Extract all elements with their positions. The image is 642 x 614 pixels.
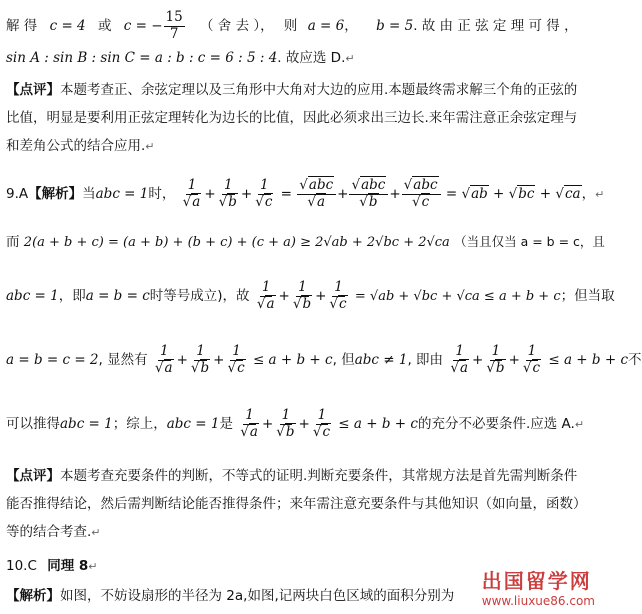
fraction: $\frac{1}{√c}$: [522, 342, 541, 376]
q9-line-2: [6, 232, 605, 253]
fraction: $\frac{1}{√c}$: [329, 278, 347, 312]
text: 解 得: [6, 18, 38, 34]
text: 时等号成立)，故: [149, 288, 250, 304]
math: ≤ a + b + c: [548, 352, 629, 368]
comment-2-line-3: 等的结合考查.↵: [6, 524, 101, 540]
text: , 显然有: [98, 352, 148, 368]
text: . 故应选 D.: [277, 50, 346, 66]
text: ，: [344, 18, 358, 34]
text: 同理 8: [47, 558, 89, 574]
text: , 即由: [407, 352, 444, 368]
fraction: $\frac{1}{√a}$: [182, 176, 201, 210]
text: 可以推得: [6, 416, 60, 432]
comment-label: 【点评】: [6, 468, 60, 484]
math: abc = 1: [95, 186, 149, 202]
math: 2(a + b + c) = (a + b) + (b + c) + (c + a) ≥ 2√ab + 2√bc + 2√ca: [23, 235, 450, 250]
question-number: 9.A: [6, 186, 29, 202]
fraction: $\frac{1}{√c}$: [255, 176, 273, 210]
q9-line-4: a = b = c = 2, 显然有 $\frac{1}{√a}$ + $\frac{1}{√b}$ + $\frac{1}{√c}$ ≤ a + b + c, 但abc ≠ 1, 即由 $\frac{1}{√a}$ + $\frac{1}{√b}$ + $\frac{1}{√c}$ ≤ a + b + c不: [6, 342, 642, 376]
text: ，: [581, 186, 596, 202]
text: 不: [628, 352, 642, 368]
fraction: $\frac{1}{√b}$: [276, 406, 295, 440]
fraction: $\frac{1}{√a}$: [154, 342, 173, 376]
text: 而: [6, 234, 20, 250]
watermark: [482, 565, 595, 608]
q9-line-1: 9.A【解析】当abc = 1时， $\frac{1}{√a}$ + $\frac{1}{√b}$ + $\frac{1}{√c}$ = $\frac{\text{√abc}}{√a}$ + $\frac{\text{√abc}}{√b}$ + $\frac{\text{√abc}}{√c}$ = √ab + √bc + √ca，↵: [6, 176, 605, 210]
text: ；但当取: [560, 288, 615, 304]
comment-2-line-1: [6, 466, 597, 486]
text: 是: [219, 416, 233, 432]
text: 则: [283, 18, 298, 34]
analysis-label: 【解析】: [28, 186, 83, 202]
text: ，即: [58, 288, 86, 304]
math: a = 6: [307, 18, 345, 34]
math: abc = 1: [60, 416, 113, 432]
fraction: $\frac{\text{√abc}}{√a}$: [297, 178, 336, 210]
fraction: $\frac{1}{√b}$: [190, 342, 210, 376]
comment-1-line-3: 和差角公式的结合应用.↵: [6, 138, 155, 154]
math: abc = 1: [166, 416, 220, 432]
fraction: $\frac{1}{√c}$: [312, 406, 330, 440]
watermark-url: www.liuxue86.com: [481, 594, 595, 608]
math: abc ≠ 1: [354, 352, 408, 368]
q9-line-3: abc = 1，即a = b = c时等号成立)，故 $\frac{1}{√a}$ + $\frac{1}{√b}$ + $\frac{1}{√c}$ = √ab + √bc + √ca ≤ a + b + c；但当取: [6, 278, 615, 312]
math: abc = 1: [6, 288, 59, 304]
text: . 故 由 正 弦 定 理 可 得 ，: [413, 18, 578, 34]
text: 和差角公式的结合应用.: [6, 138, 146, 154]
math: sin A : sin B : sin C = a : b : c = 6 : 5 : 4: [6, 50, 278, 66]
text: 的充分不必要条件.应选 A.: [417, 416, 575, 432]
math: c = −: [123, 18, 163, 34]
math: ≤ a + b + c: [338, 416, 418, 432]
solution-line-2: sin A : sin B : sin C = a : b : c = 6 : 5 : 4. 故应选 D.↵: [6, 50, 355, 66]
question-number: 10.C: [6, 558, 37, 574]
comment-label: 【点评】: [6, 82, 60, 98]
text: （ 舍 去 ），: [200, 18, 274, 34]
text: , 但: [332, 352, 355, 368]
q10-line-1: 10.C 同理 8↵: [6, 558, 98, 574]
math: a = b = c = 2: [6, 352, 99, 368]
text: 比值，明显是要利用正弦定理转化为边长的比值，因此必须求出三边长.来年需注意正余弦定理与: [6, 110, 578, 126]
text: 本题考查正、余弦定理以及三角形中大角对大边的应用.本题最终需求解三个角的正弦的: [60, 82, 578, 98]
math: = √ab + √bc + √ca ≤ a + b + c: [354, 289, 561, 304]
text: 本题考查充要条件的判断，不等式的证明.判断充要条件，其常规方法是首先需判断条件: [60, 468, 578, 484]
text: 能否推得结论，然后需判断结论能否推得条件；来年需注意充要条件与其他知识（如向量，函数）: [6, 496, 587, 512]
fraction: $\frac{1}{√c}$: [227, 342, 245, 376]
text: 当: [82, 186, 96, 202]
math: b = 5: [376, 18, 414, 34]
fraction: $\frac{1}{√b}$: [218, 176, 237, 210]
comment-1-line-1: [6, 80, 597, 100]
fraction: $\frac{1}{√b}$: [486, 342, 505, 376]
text: 如图，不妨设扇形的半径为 2a,如图,记两块白色区域的面积分别为: [60, 588, 455, 604]
fraction: $\frac{1}{√a}$: [450, 342, 468, 376]
solution-line-1: [6, 8, 597, 44]
text: 或: [97, 18, 112, 34]
fraction: $\frac{\text{√abc}}{√b}$: [349, 178, 388, 210]
fraction: $\frac{1}{√a}$: [256, 278, 275, 312]
math: ≤ a + b + c: [252, 352, 333, 368]
fraction-15-7: $\frac{15}{7}$: [165, 8, 183, 42]
analysis-label: 【解析】: [6, 588, 60, 604]
watermark-title: 出国留学网: [481, 569, 592, 593]
q9-line-5: 可以推得abc = 1；综上，abc = 1是 $\frac{1}{√a}$ + $\frac{1}{√b}$ + $\frac{1}{√c}$ ≤ a + b + c的充分不必要条件.应选 A.↵: [6, 406, 585, 440]
text: （当且仅当 a = b = c，且: [454, 234, 605, 249]
text: ；综上，: [112, 416, 167, 432]
fraction: $\frac{1}{√b}$: [292, 278, 312, 312]
fraction: $\frac{1}{√a}$: [240, 406, 258, 440]
math: a = b = c: [85, 288, 150, 304]
math: c = 4: [49, 18, 86, 34]
text: 等的结合考查.: [6, 524, 92, 540]
comment-2-line-2: [6, 494, 597, 514]
text: 时，: [148, 186, 176, 202]
fraction: $\frac{\text{√abc}}{√c}$: [402, 178, 441, 210]
comment-1-line-2: [6, 108, 597, 128]
